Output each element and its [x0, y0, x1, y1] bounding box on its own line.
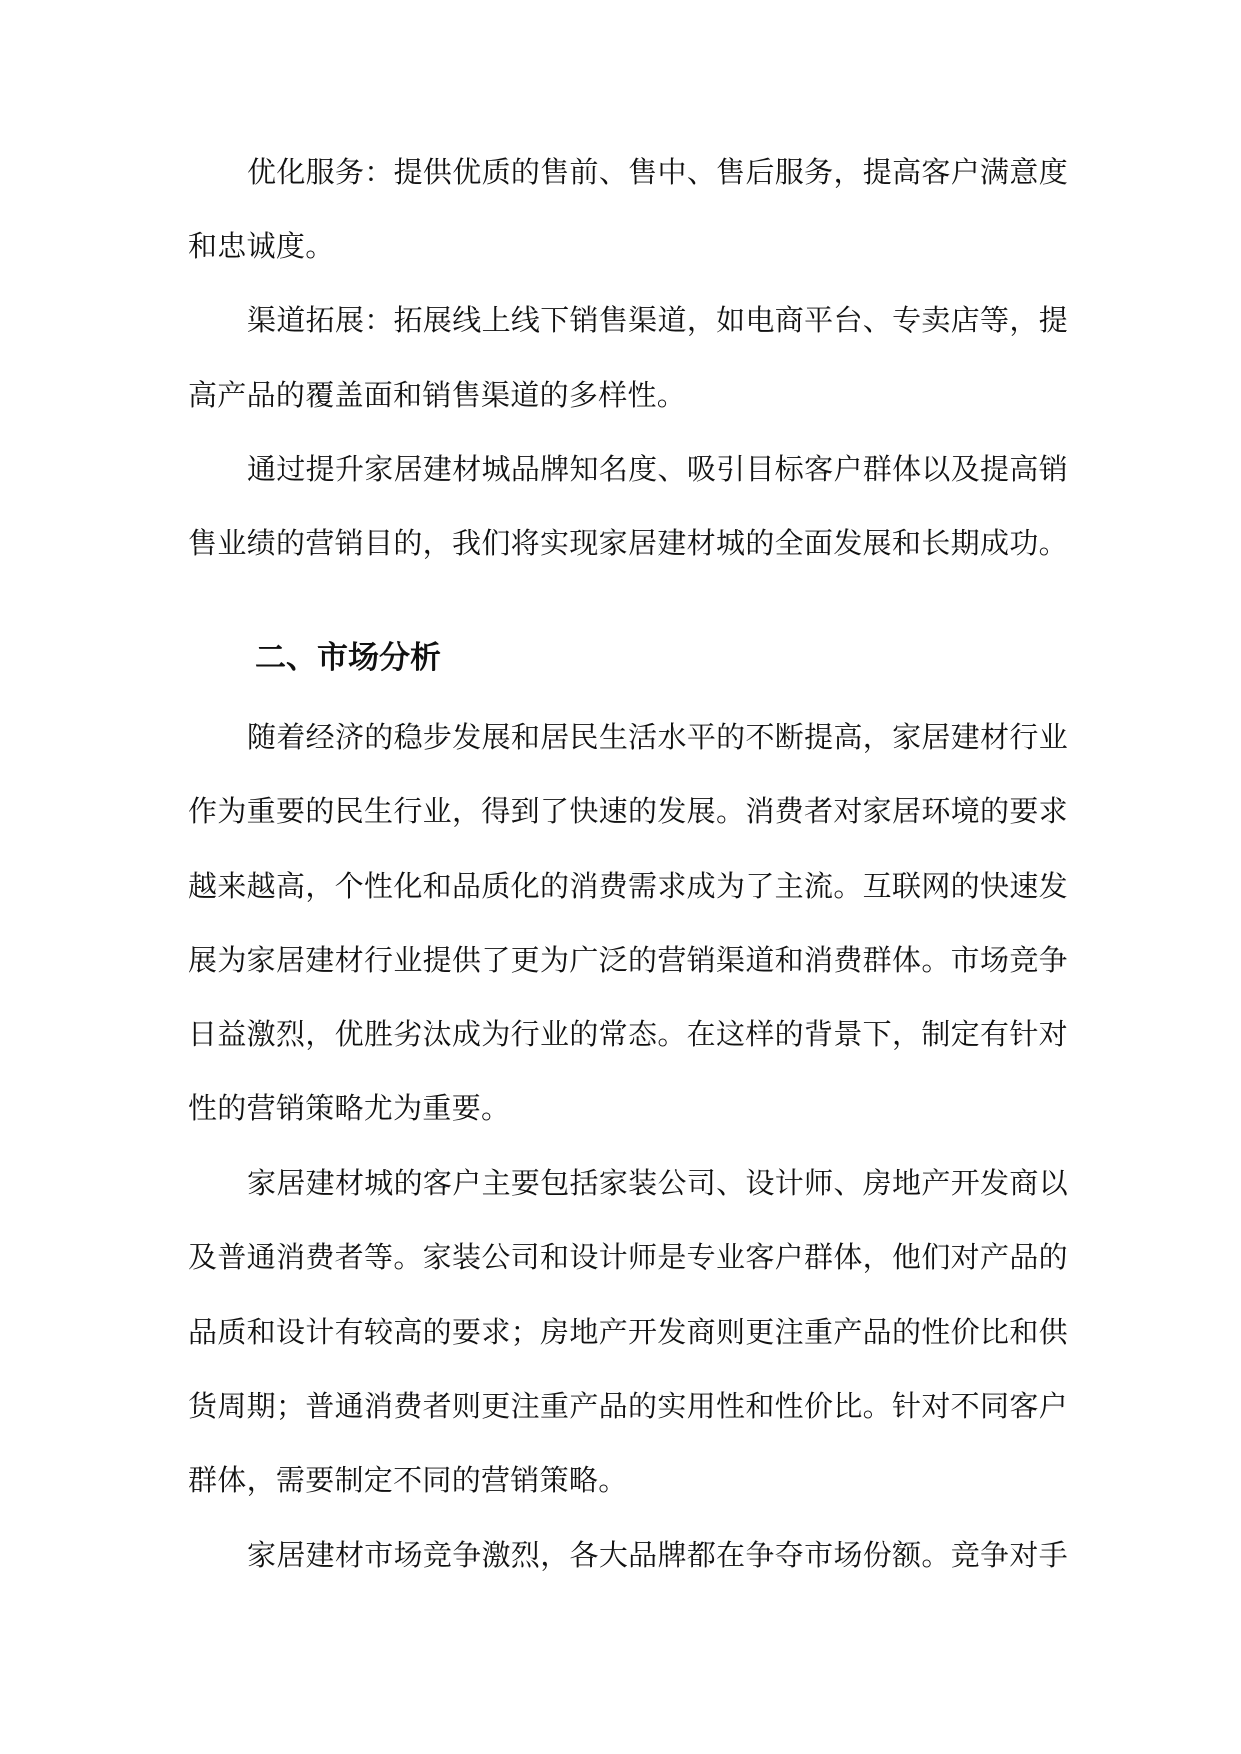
paragraph-line: 群体，需要制定不同的营销策略。	[188, 1463, 628, 1497]
paragraph-line: 随着经济的稳步发展和居民生活水平的不断提高，家居建材行业	[247, 720, 1068, 754]
paragraph-line: 售业绩的营销目的，我们将实现家居建材城的全面发展和长期成功。	[188, 526, 1068, 560]
paragraph-line: 品质和设计有较高的要求；房地产开发商则更注重产品的性价比和供	[188, 1315, 1068, 1349]
paragraph-line: 货周期；普通消费者则更注重产品的实用性和性价比。针对不同客户	[188, 1389, 1068, 1423]
paragraph-line: 家居建材城的客户主要包括家装公司、设计师、房地产开发商以	[247, 1166, 1068, 1200]
paragraph-line: 日益激烈，优胜劣汰成为行业的常态。在这样的背景下，制定有针对	[188, 1017, 1068, 1051]
paragraph-line: 高产品的覆盖面和销售渠道的多样性。	[188, 378, 687, 412]
paragraph-line: 及普通消费者等。家装公司和设计师是专业客户群体，他们对产品的	[188, 1240, 1068, 1274]
section-heading: 二、市场分析	[255, 640, 441, 676]
paragraph-line: 家居建材市场竞争激烈，各大品牌都在争夺市场份额。竞争对手	[247, 1538, 1068, 1572]
paragraph-line: 越来越高，个性化和品质化的消费需求成为了主流。互联网的快速发	[188, 869, 1068, 903]
paragraph-line: 和忠诚度。	[188, 229, 335, 263]
paragraph-line: 通过提升家居建材城品牌知名度、吸引目标客户群体以及提高销	[247, 452, 1068, 486]
paragraph-line: 作为重要的民生行业，得到了快速的发展。消费者对家居环境的要求	[188, 794, 1068, 828]
paragraph-line: 渠道拓展：拓展线上线下销售渠道，如电商平台、专卖店等，提	[247, 303, 1068, 337]
paragraph-line: 优化服务：提供优质的售前、售中、售后服务，提高客户满意度	[247, 155, 1068, 189]
paragraph-line: 展为家居建材行业提供了更为广泛的营销渠道和消费群体。市场竞争	[188, 943, 1068, 977]
paragraph-line: 性的营销策略尤为重要。	[188, 1091, 511, 1125]
